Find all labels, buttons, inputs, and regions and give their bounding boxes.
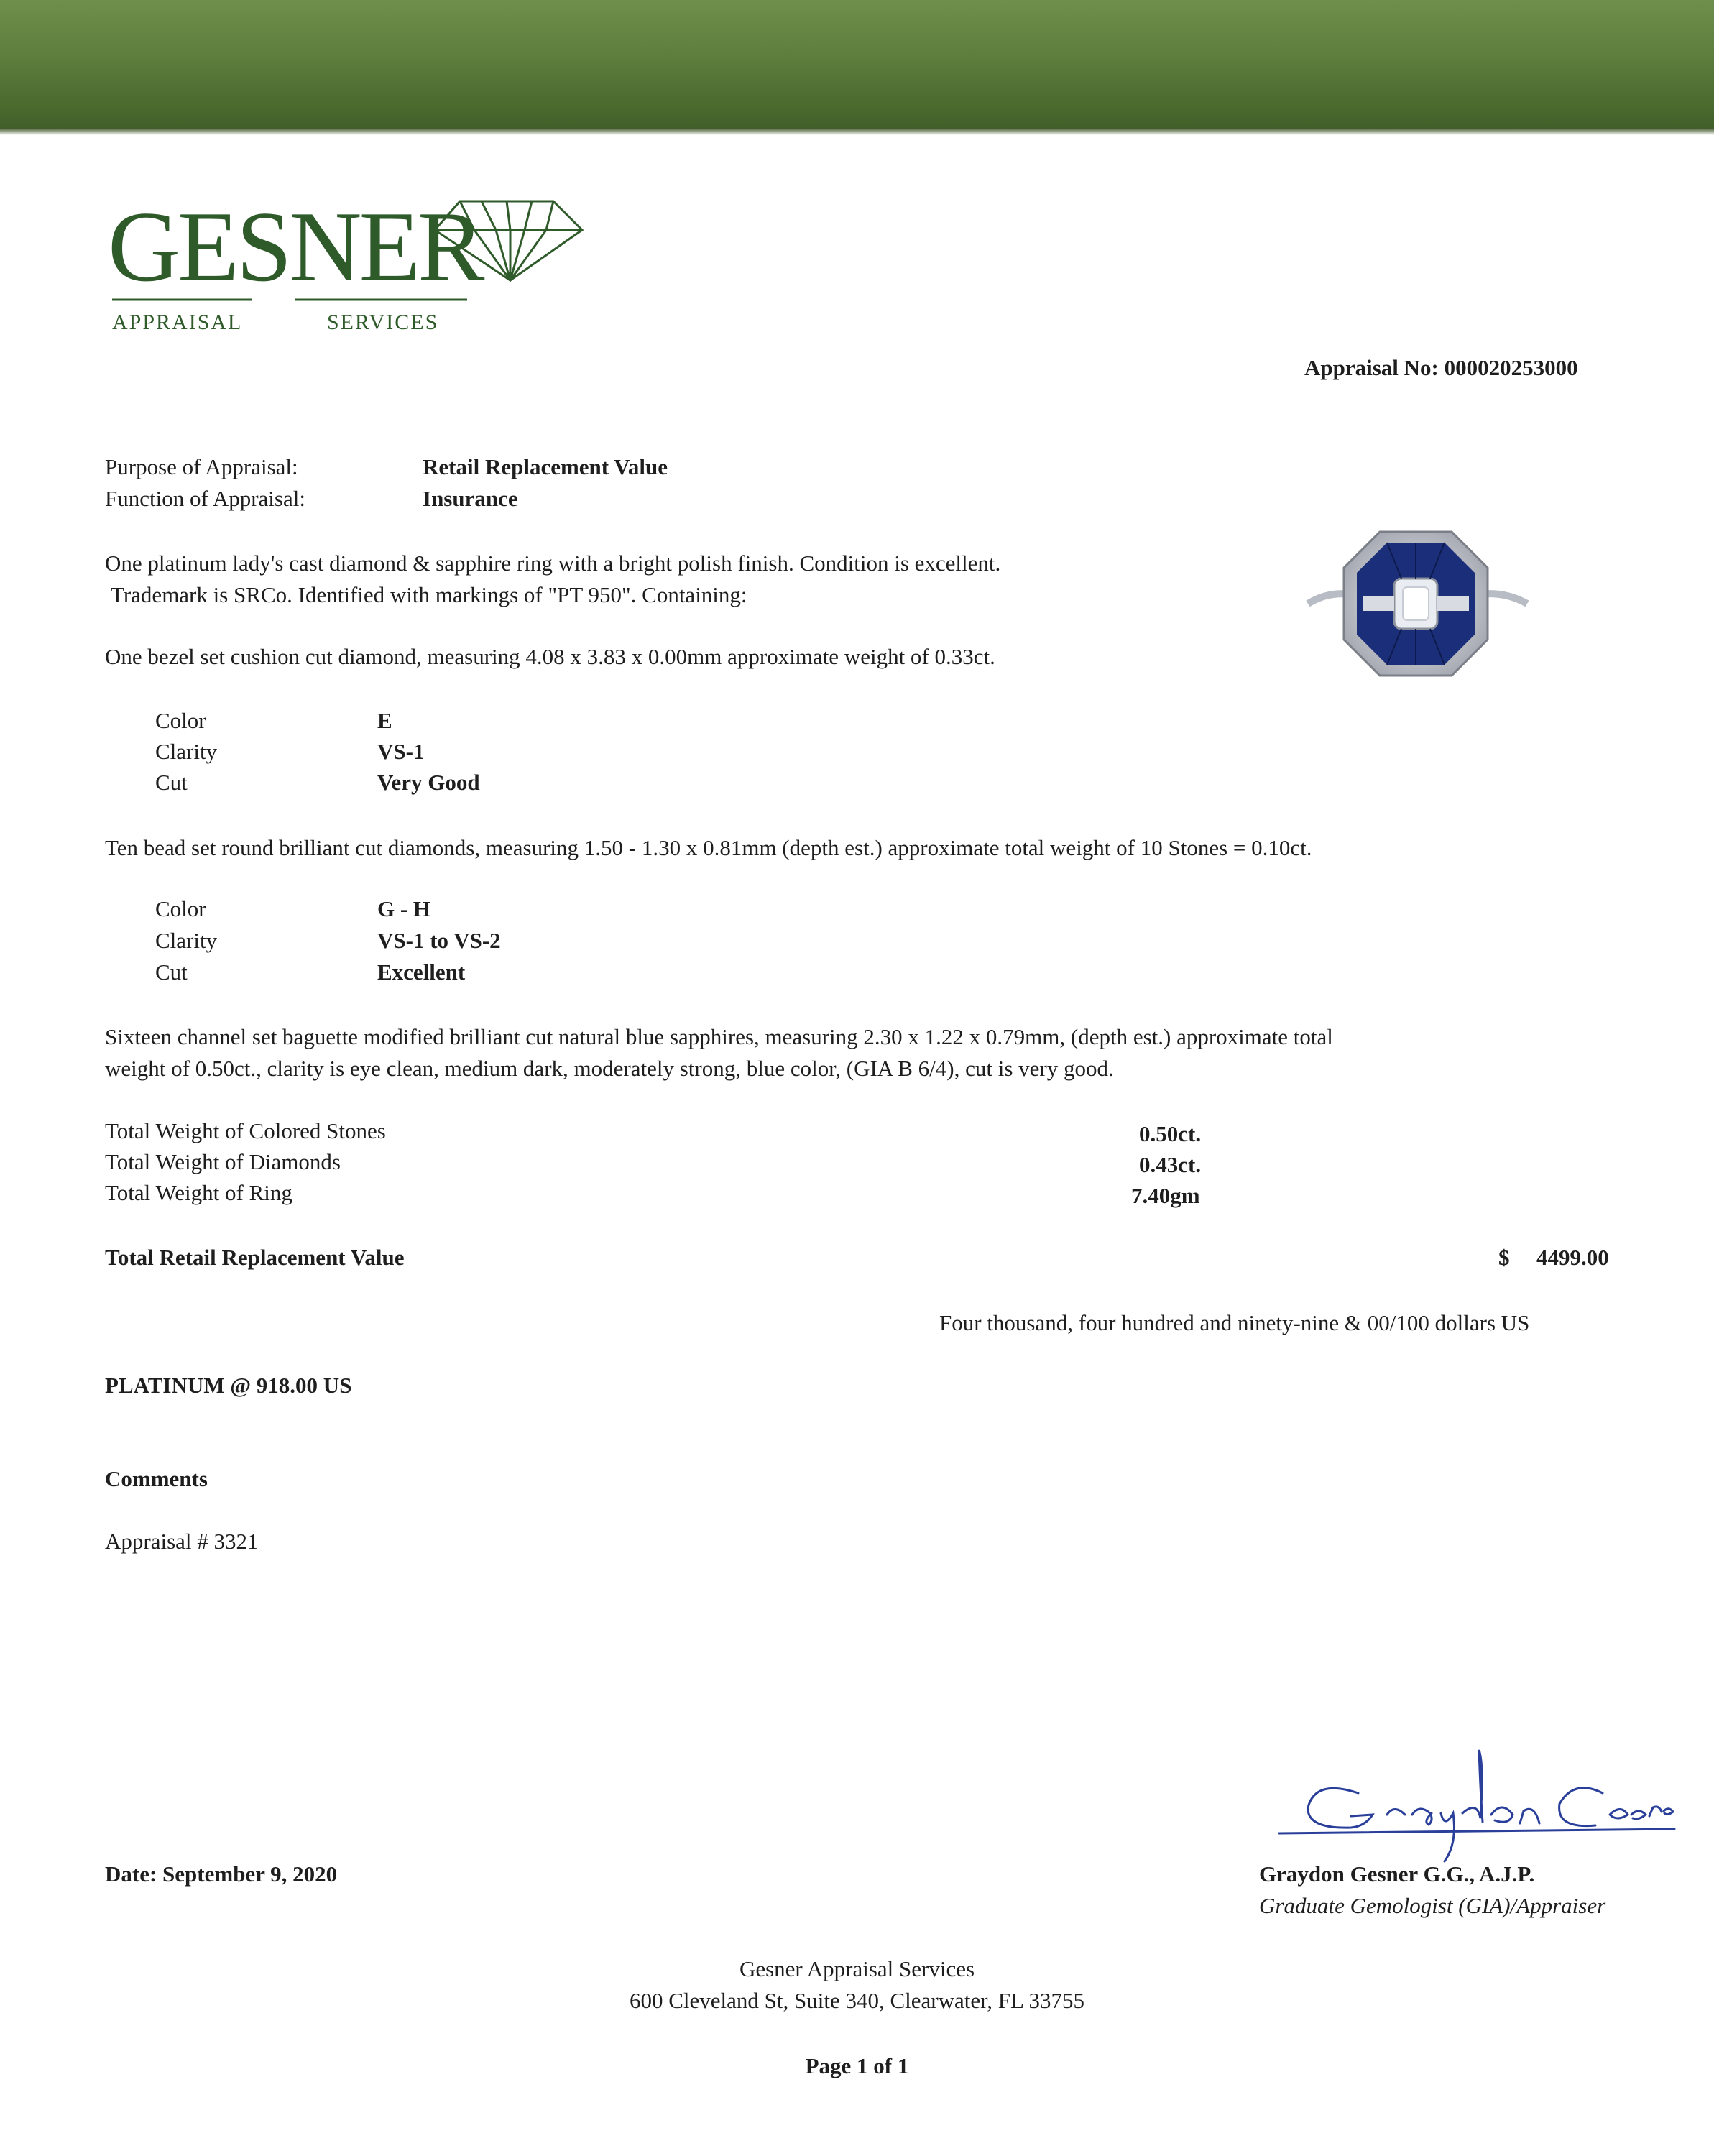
logo-left-word: APPRAISAL [112,310,243,334]
total-diamonds-label: Total Weight of Diamonds [105,1149,341,1174]
side-diamonds-clarity-value: VS-1 to VS-2 [377,928,501,953]
total-value-words: Four thousand, four hundred and ninety-nine & 00/100 dollars US [939,1310,1530,1335]
center-diamond-color-value: E [377,708,392,733]
total-colored-stones-value: 0.50ct. [1139,1121,1202,1146]
appraiser-name: Graydon Gesner G.G., A.J.P. [1259,1861,1535,1886]
purpose-label: Purpose of Appraisal: [105,454,298,479]
page-number: Page 1 of 1 [805,2053,909,2078]
side-diamonds-color-label: Color [155,896,206,921]
function-value: Insurance [423,486,518,511]
sapphires-description-line-2: weight of 0.50ct., clarity is eye clean, medium dark, moderately strong, blue color, (GIA B 6/4), cut is very good. [105,1056,1114,1081]
total-ring-label: Total Weight of Ring [105,1180,292,1205]
footer-company: Gesner Appraisal Services [739,1956,975,1981]
total-diamonds-value: 0.43ct. [1139,1152,1202,1177]
total-value-amount: 4499.00 [1536,1245,1609,1270]
side-diamonds-cut-value: Excellent [377,959,466,985]
center-diamond-clarity-value: VS-1 [377,739,425,764]
handwritten-signature [1265,1736,1682,1865]
side-diamonds-cut-label: Cut [155,959,188,985]
footer-address: 600 Cleveland St, Suite 340, Clearwater, FL 33755 [629,1988,1085,2013]
appraisal-date: Date: September 9, 2020 [105,1861,338,1886]
center-diamond-cut-label: Cut [155,770,188,795]
logo-wordmark: GESNER [108,191,482,303]
platinum-price: PLATINUM @ 918.00 US [105,1373,352,1398]
side-diamonds-color-value: G - H [377,896,431,921]
total-ring-value: 7.40gm [1131,1183,1200,1208]
purpose-value: Retail Replacement Value [423,454,668,479]
side-diamonds-clarity-label: Clarity [155,928,218,953]
center-diamond-color-label: Color [155,708,206,733]
scanner-background-band [0,0,1714,133]
total-value-currency: $ [1498,1245,1510,1270]
description-line-1: One platinum lady's cast diamond & sapphire ring with a bright polish finish. Condition is excellent. [105,550,1001,576]
function-label: Function of Appraisal: [105,486,305,511]
appraiser-title: Graduate Gemologist (GIA)/Appraiser [1259,1893,1606,1918]
sapphires-description-line-1: Sixteen channel set baguette modified brilliant cut natural blue sapphires, measuring 2.30 x 1.22 x 0.79mm, (depth est.) approximate total [105,1024,1333,1049]
appraisal-number: Appraisal No: 000020253000 [1304,355,1578,380]
center-diamond-clarity-label: Clarity [155,739,218,764]
total-colored-stones-label: Total Weight of Colored Stones [105,1118,386,1143]
ring-photo [1294,517,1538,704]
center-diamond-cut-value: Very Good [377,770,480,795]
center-diamond-description: One bezel set cushion cut diamond, measuring 4.08 x 3.83 x 0.00mm approximate weight of 0.33ct. [105,644,995,669]
comments-heading: Comments [105,1466,208,1491]
side-diamonds-description: Ten bead set round brilliant cut diamonds, measuring 1.50 - 1.30 x 0.81mm (depth est.) approximate total weight of 10 Stones = 0.10ct. [105,835,1312,860]
logo-right-word: SERVICES [327,310,439,334]
page-top-edge [0,128,1714,135]
description-line-2: Trademark is SRCo. Identified with markings of "PT 950". Containing: [111,582,747,607]
comments-text: Appraisal # 3321 [105,1529,259,1554]
gesner-logo [108,172,596,345]
total-value-label: Total Retail Replacement Value [105,1245,405,1270]
